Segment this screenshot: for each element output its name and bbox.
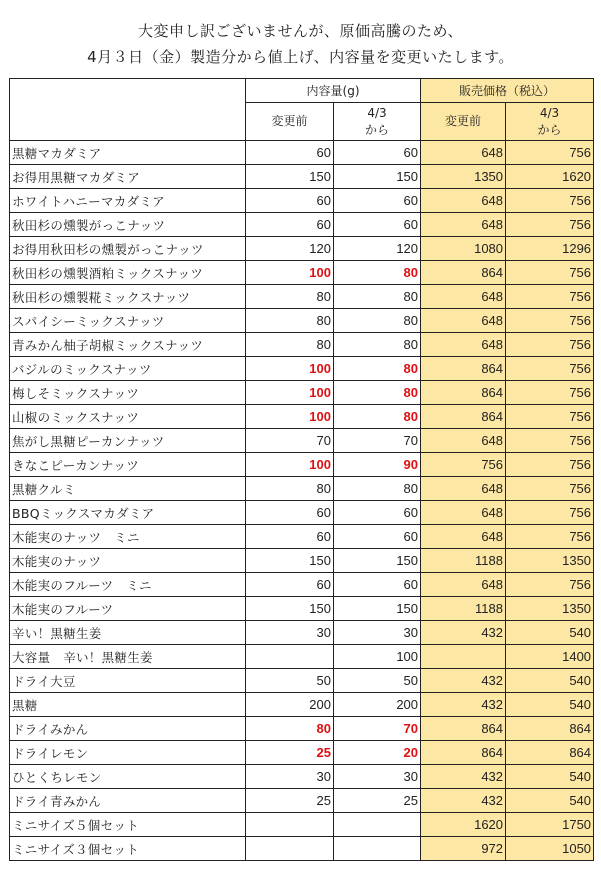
qty-before-cell: 120	[246, 237, 334, 261]
header-price-before: 変更前	[421, 103, 506, 141]
price-before-cell: 1620	[421, 813, 506, 837]
product-name-cell: 黒糖マカダミア	[10, 141, 246, 165]
header-price-after-from: から	[537, 122, 562, 137]
qty-after-cell: 70	[334, 717, 421, 741]
price-after-cell: 756	[506, 285, 594, 309]
price-before-cell: 432	[421, 765, 506, 789]
product-name-cell: 木能実のナッツ	[10, 549, 246, 573]
qty-before-cell: 100	[246, 405, 334, 429]
product-name-cell: ミニサイズ３個セット	[10, 837, 246, 861]
product-name-cell: 辛い！黒糖生姜	[10, 621, 246, 645]
price-before-cell: 864	[421, 741, 506, 765]
price-after-cell: 1750	[506, 813, 594, 837]
table-body	[10, 141, 594, 861]
table-row	[10, 309, 594, 333]
qty-after-cell: 150	[334, 549, 421, 573]
price-before-cell: 864	[421, 261, 506, 285]
qty-before-cell: 80	[246, 717, 334, 741]
price-before-cell: 1188	[421, 597, 506, 621]
table-row	[10, 813, 594, 837]
product-name-cell: きなこピーカンナッツ	[10, 453, 246, 477]
price-before-cell: 648	[421, 429, 506, 453]
price-before-cell: 432	[421, 789, 506, 813]
price-before-cell: 432	[421, 693, 506, 717]
header-qty-after-date: 4/3	[367, 105, 387, 120]
price-after-cell: 756	[506, 381, 594, 405]
table-row	[10, 621, 594, 645]
table-row	[10, 189, 594, 213]
qty-after-cell: 90	[334, 453, 421, 477]
price-before-cell: 1188	[421, 549, 506, 573]
product-name-cell: ひとくちレモン	[10, 765, 246, 789]
qty-after-cell: 150	[334, 597, 421, 621]
price-before-cell: 648	[421, 525, 506, 549]
qty-before-cell: 60	[246, 501, 334, 525]
product-name-cell: バジルのミックスナッツ	[10, 357, 246, 381]
price-after-cell: 756	[506, 309, 594, 333]
product-name-cell: ドライ青みかん	[10, 789, 246, 813]
qty-after-cell: 80	[334, 405, 421, 429]
price-after-cell: 756	[506, 429, 594, 453]
qty-before-cell: 60	[246, 213, 334, 237]
header-price-after-date: 4/3	[539, 105, 560, 120]
product-name-cell: 梅しそミックスナッツ	[10, 381, 246, 405]
table-row	[10, 477, 594, 501]
price-before-cell: 1080	[421, 237, 506, 261]
qty-after-cell: 100	[334, 645, 421, 669]
qty-before-cell: 25	[246, 789, 334, 813]
qty-after-cell: 80	[334, 333, 421, 357]
price-change-table	[9, 78, 594, 861]
price-after-cell: 1400	[506, 645, 594, 669]
qty-before-cell: 50	[246, 669, 334, 693]
price-before-cell: 648	[421, 189, 506, 213]
qty-after-cell: 150	[334, 165, 421, 189]
price-before-cell: 432	[421, 621, 506, 645]
price-after-cell: 540	[506, 789, 594, 813]
table-row	[10, 381, 594, 405]
price-after-cell: 540	[506, 693, 594, 717]
qty-after-cell: 60	[334, 525, 421, 549]
header-price-group: 販売価格（税込）	[421, 79, 594, 103]
header-qty-before: 変更前	[246, 103, 334, 141]
table-row	[10, 669, 594, 693]
price-after-cell: 756	[506, 573, 594, 597]
qty-after-cell: 80	[334, 261, 421, 285]
price-after-cell: 540	[506, 621, 594, 645]
qty-after-cell: 60	[334, 141, 421, 165]
price-before-cell: 864	[421, 357, 506, 381]
price-before-cell: 864	[421, 717, 506, 741]
qty-after-cell: 20	[334, 741, 421, 765]
price-before-cell: 648	[421, 141, 506, 165]
price-before-cell: 648	[421, 285, 506, 309]
table-row	[10, 693, 594, 717]
product-name-cell: 木能実のナッツ ミニ	[10, 525, 246, 549]
qty-before-cell: 150	[246, 597, 334, 621]
table-row	[10, 213, 594, 237]
qty-after-cell: 80	[334, 477, 421, 501]
price-after-cell: 756	[506, 501, 594, 525]
qty-after-cell: 30	[334, 621, 421, 645]
product-name-cell: ミニサイズ５個セット	[10, 813, 246, 837]
qty-before-cell: 60	[246, 525, 334, 549]
qty-after-cell: 70	[334, 429, 421, 453]
price-before-cell: 648	[421, 501, 506, 525]
product-name-cell: ドライみかん	[10, 717, 246, 741]
qty-after-cell	[334, 837, 421, 861]
price-before-cell: 864	[421, 405, 506, 429]
qty-before-cell: 60	[246, 573, 334, 597]
table-row	[10, 789, 594, 813]
table-row	[10, 765, 594, 789]
table-row	[10, 597, 594, 621]
qty-before-cell: 30	[246, 765, 334, 789]
price-before-cell: 648	[421, 573, 506, 597]
qty-before-cell: 30	[246, 621, 334, 645]
table-row	[10, 645, 594, 669]
header-price-after	[506, 103, 594, 141]
qty-after-cell: 60	[334, 573, 421, 597]
qty-before-cell: 150	[246, 549, 334, 573]
table-row	[10, 429, 594, 453]
price-after-cell: 1350	[506, 597, 594, 621]
product-name-cell: ホワイトハニーマカダミア	[10, 189, 246, 213]
qty-before-cell	[246, 813, 334, 837]
qty-before-cell: 200	[246, 693, 334, 717]
price-before-cell: 648	[421, 213, 506, 237]
price-before-cell: 756	[421, 453, 506, 477]
product-name-cell: BBQミックスマカダミア	[10, 501, 246, 525]
price-before-cell: 864	[421, 381, 506, 405]
product-name-cell: ドライレモン	[10, 741, 246, 765]
header-corner	[10, 79, 246, 141]
qty-before-cell: 60	[246, 141, 334, 165]
qty-after-cell: 25	[334, 789, 421, 813]
price-after-cell: 756	[506, 333, 594, 357]
qty-before-cell: 60	[246, 189, 334, 213]
qty-before-cell: 80	[246, 477, 334, 501]
qty-before-cell: 100	[246, 357, 334, 381]
product-name-cell: 山椒のミックスナッツ	[10, 405, 246, 429]
qty-before-cell: 100	[246, 381, 334, 405]
qty-before-cell: 70	[246, 429, 334, 453]
table-row	[10, 453, 594, 477]
product-name-cell: 焦がし黒糖ピーカンナッツ	[10, 429, 246, 453]
product-name-cell: スパイシーミックスナッツ	[10, 309, 246, 333]
table-row	[10, 237, 594, 261]
price-after-cell: 1296	[506, 237, 594, 261]
price-before-cell: 972	[421, 837, 506, 861]
product-name-cell: 秋田杉の燻製糀ミックスナッツ	[10, 285, 246, 309]
notice-line-2: 4月３日（金）製造分から値上げ、内容量を変更いたします。	[87, 48, 514, 66]
price-after-cell: 756	[506, 453, 594, 477]
price-after-cell: 1350	[506, 549, 594, 573]
product-name-cell: お得用秋田杉の燻製がっこナッツ	[10, 237, 246, 261]
price-after-cell: 756	[506, 261, 594, 285]
product-name-cell: 秋田杉の燻製酒粕ミックスナッツ	[10, 261, 246, 285]
price-after-cell: 756	[506, 357, 594, 381]
table-row	[10, 165, 594, 189]
qty-before-cell: 100	[246, 453, 334, 477]
product-name-cell: 秋田杉の燻製がっこナッツ	[10, 213, 246, 237]
price-after-cell: 864	[506, 717, 594, 741]
qty-after-cell: 80	[334, 381, 421, 405]
header-quantity-group: 内容量(g)	[246, 79, 421, 103]
price-after-cell: 540	[506, 669, 594, 693]
price-after-cell: 864	[506, 741, 594, 765]
qty-after-cell: 30	[334, 765, 421, 789]
qty-before-cell: 150	[246, 165, 334, 189]
qty-before-cell: 80	[246, 285, 334, 309]
table-row	[10, 333, 594, 357]
qty-after-cell	[334, 813, 421, 837]
price-before-cell: 648	[421, 477, 506, 501]
header-qty-after	[334, 103, 421, 141]
product-name-cell: 青みかん柚子胡椒ミックスナッツ	[10, 333, 246, 357]
price-before-cell: 648	[421, 333, 506, 357]
table-row	[10, 405, 594, 429]
qty-before-cell: 80	[246, 309, 334, 333]
qty-before-cell	[246, 645, 334, 669]
qty-before-cell: 80	[246, 333, 334, 357]
qty-before-cell: 100	[246, 261, 334, 285]
price-after-cell: 756	[506, 141, 594, 165]
price-after-cell: 756	[506, 405, 594, 429]
price-after-cell: 756	[506, 525, 594, 549]
table-row	[10, 573, 594, 597]
header-qty-after-from: から	[365, 122, 390, 137]
table-row	[10, 717, 594, 741]
notice-line-1: 大変申し訳ございませんが、原価高騰のため、	[138, 22, 463, 40]
table-row	[10, 501, 594, 525]
table-row	[10, 741, 594, 765]
table-row	[10, 141, 594, 165]
qty-after-cell: 80	[334, 357, 421, 381]
price-after-cell: 1620	[506, 165, 594, 189]
qty-after-cell: 60	[334, 213, 421, 237]
product-name-cell: 大容量 辛い！黒糖生姜	[10, 645, 246, 669]
table-row	[10, 525, 594, 549]
qty-after-cell: 120	[334, 237, 421, 261]
qty-after-cell: 200	[334, 693, 421, 717]
product-name-cell: ドライ大豆	[10, 669, 246, 693]
price-before-cell	[421, 645, 506, 669]
table-row	[10, 837, 594, 861]
qty-before-cell: 25	[246, 741, 334, 765]
product-name-cell: 黒糖	[10, 693, 246, 717]
price-before-cell: 648	[421, 309, 506, 333]
price-after-cell: 756	[506, 213, 594, 237]
price-before-cell: 1350	[421, 165, 506, 189]
product-name-cell: 木能実のフルーツ	[10, 597, 246, 621]
product-name-cell: 木能実のフルーツ ミニ	[10, 573, 246, 597]
qty-before-cell	[246, 837, 334, 861]
qty-after-cell: 60	[334, 189, 421, 213]
table-row	[10, 549, 594, 573]
qty-after-cell: 60	[334, 501, 421, 525]
price-after-cell: 756	[506, 189, 594, 213]
table-row	[10, 261, 594, 285]
price-after-cell: 1050	[506, 837, 594, 861]
table-row	[10, 285, 594, 309]
price-after-cell: 540	[506, 765, 594, 789]
table-row	[10, 357, 594, 381]
qty-after-cell: 80	[334, 309, 421, 333]
product-name-cell: 黒糖クルミ	[10, 477, 246, 501]
product-name-cell: お得用黒糖マカダミア	[10, 165, 246, 189]
price-after-cell: 756	[506, 477, 594, 501]
qty-after-cell: 80	[334, 285, 421, 309]
price-before-cell: 432	[421, 669, 506, 693]
qty-after-cell: 50	[334, 669, 421, 693]
